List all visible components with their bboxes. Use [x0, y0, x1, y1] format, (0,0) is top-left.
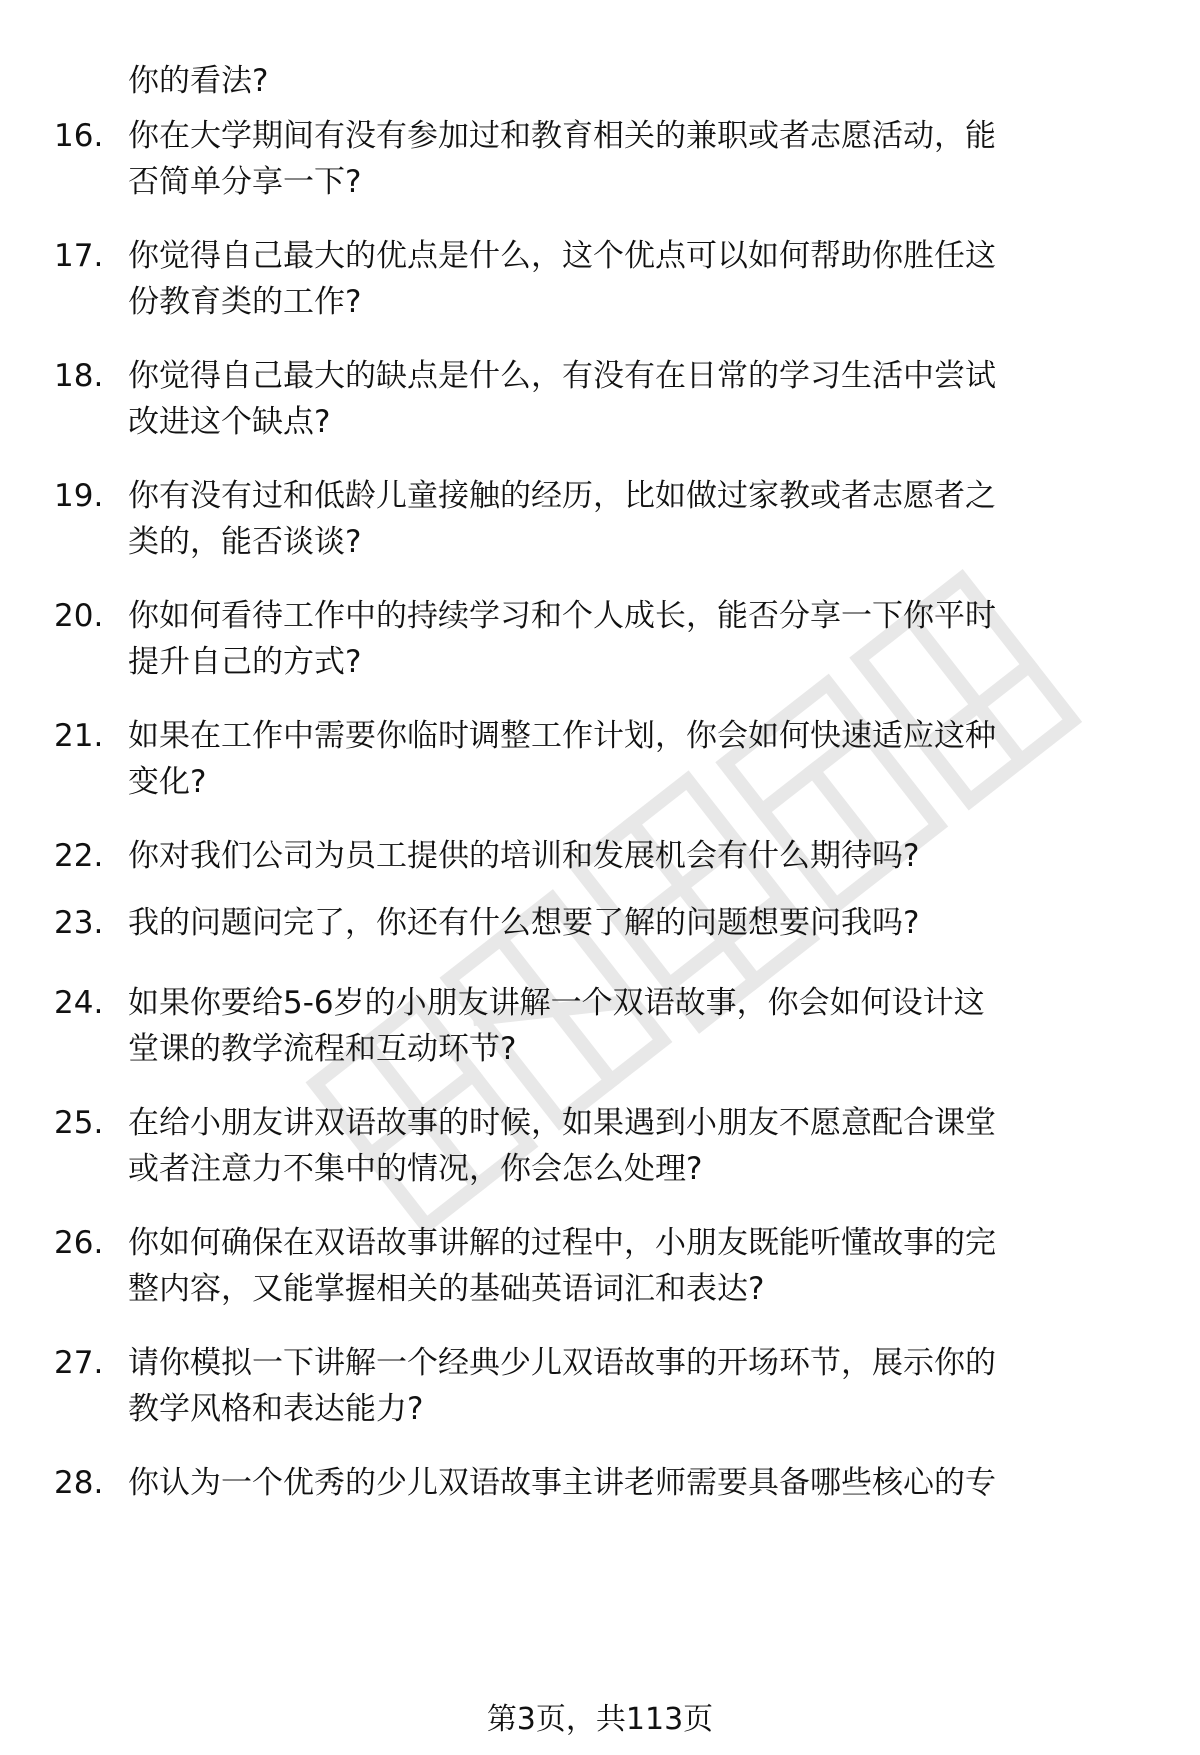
question-text [128, 1340, 1138, 1432]
question-text-line: 如果在工作中需要你临时调整工作计划，你会如何快速适应这种 [128, 718, 996, 754]
question-text [128, 833, 1138, 879]
question-number: 26. [54, 1225, 104, 1261]
question-text-line: 你如何确保在双语故事讲解的过程中，小朋友既能听懂故事的完 [128, 1225, 996, 1261]
question-number: 22. [54, 838, 104, 874]
question-text [128, 353, 1138, 445]
page-footer: 第3页，共113页 [486, 1702, 714, 1737]
question-text [128, 473, 1138, 565]
question-number: 24. [54, 985, 104, 1021]
question-number: 25. [54, 1105, 104, 1141]
question-text-line: 份教育类的工作? [128, 284, 362, 320]
question-number: 19. [54, 478, 104, 514]
question-number: 17. [54, 238, 104, 274]
question-text [128, 1220, 1138, 1312]
question-number: 23. [54, 905, 104, 941]
question-number: 27. [54, 1345, 104, 1381]
question-number: 20. [54, 598, 104, 634]
question-number: 16. [54, 118, 104, 154]
question-text-line: 你如何看待工作中的持续学习和个人成长，能否分享一下你平时 [128, 598, 996, 634]
question-text-line: 类的，能否谈谈? [128, 524, 362, 560]
question-text-line: 整内容，又能掌握相关的基础英语词汇和表达? [128, 1271, 765, 1307]
question-text-line: 堂课的教学流程和互动环节? [128, 1031, 517, 1067]
question-text-line: 你有没有过和低龄儿童接触的经历，比如做过家教或者志愿者之 [128, 478, 996, 514]
question-text-line: 否简单分享一下? [128, 164, 362, 200]
question-text-line: 你在大学期间有没有参加过和教育相关的兼职或者志愿活动，能 [128, 118, 996, 154]
question-text-line: 提升自己的方式? [128, 644, 362, 680]
question-text [128, 593, 1138, 685]
question-number: 18. [54, 358, 104, 394]
question-text-line: 你认为一个优秀的少儿双语故事主讲老师需要具备哪些核心的专 [128, 1465, 996, 1501]
question-text [128, 713, 1138, 805]
question-text [128, 113, 1138, 205]
question-text-line: 改进这个缺点? [128, 404, 331, 440]
question-text [128, 1460, 1138, 1506]
question-text-line: 在给小朋友讲双语故事的时候，如果遇到小朋友不愿意配合课堂 [128, 1105, 996, 1141]
question-text-line: 请你模拟一下讲解一个经典少儿双语故事的开场环节，展示你的 [128, 1345, 996, 1381]
question-text-line: 变化? [128, 764, 207, 800]
question-text [128, 980, 1138, 1072]
question-number: 21. [54, 718, 104, 754]
question-text [128, 1100, 1138, 1192]
question-number: 28. [54, 1465, 104, 1501]
continuation-text: 你的看法? [128, 63, 269, 99]
question-text-line: 教学风格和表达能力? [128, 1391, 424, 1427]
question-text-line: 我的问题问完了，你还有什么想要了解的问题想要问我吗? [128, 905, 920, 941]
question-text [128, 900, 1138, 946]
question-text-line: 你觉得自己最大的缺点是什么，有没有在日常的学习生活中尝试 [128, 358, 996, 394]
question-text-line: 或者注意力不集中的情况，你会怎么处理? [128, 1151, 703, 1187]
question-text [128, 233, 1138, 325]
question-text-line: 如果你要给5-6岁的小朋友讲解一个双语故事，你会如何设计这 [128, 985, 985, 1021]
question-text-line: 你对我们公司为员工提供的培训和发展机会有什么期待吗? [128, 838, 920, 874]
question-text-line: 你觉得自己最大的优点是什么，这个优点可以如何帮助你胜任这 [128, 238, 996, 274]
